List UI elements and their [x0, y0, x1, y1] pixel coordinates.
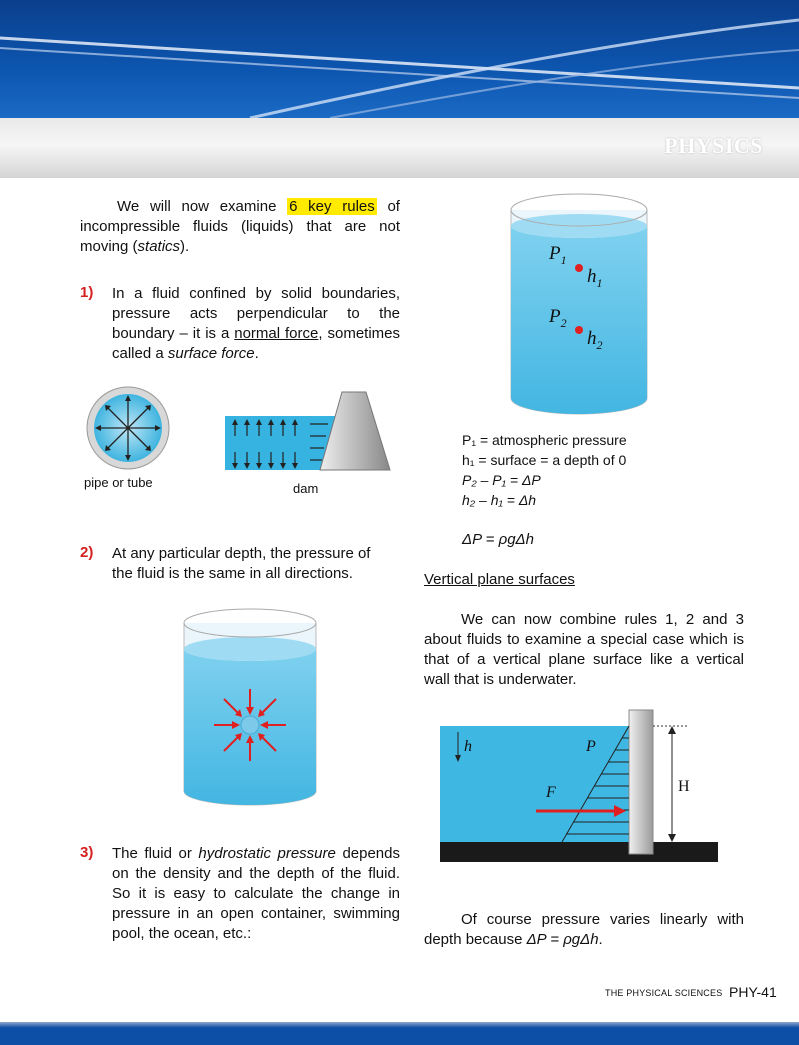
label-p1: $P_1$	[549, 243, 567, 267]
label-h-height: H	[678, 778, 690, 795]
wall-pressure-diagram	[440, 708, 720, 868]
label-f-force: F	[546, 784, 556, 801]
highlight-key-rules: 6 key rules	[289, 198, 375, 215]
intro-text-end: ).	[180, 238, 190, 255]
rule-3-text-b: depends on the density and the depth of the fluid. So it is easy to calculate the change in pressure in an open container, swimming pool, the ocean, etc.:	[112, 845, 400, 942]
equation-dh: h₂ – h₁ = Δh	[462, 492, 537, 508]
footer-book-title: THE PHYSICAL SCIENCES	[605, 988, 723, 998]
rule-3-text-a: The fluid or	[112, 845, 199, 862]
dam-label: dam	[293, 481, 319, 496]
pipe-label: pipe or tube	[84, 475, 153, 490]
beaker-illustration	[180, 603, 320, 813]
statics-term: statics	[137, 238, 181, 255]
label-p2: $P_2$	[549, 306, 567, 330]
label-h1: $h_1$	[587, 266, 603, 290]
intro-text: We will now examine	[117, 198, 288, 215]
equation-dp: P₂ – P₁ = ΔP	[462, 472, 541, 488]
footer-bar	[0, 1022, 799, 1045]
hydrostatic-pressure-term: hydrostatic pressure	[198, 845, 336, 862]
rule-2-number: 2)	[80, 544, 94, 561]
intro-paragraph	[80, 197, 400, 257]
vertical-paragraph: We can now combine rules 1, 2 and 3 about fluids to examine a special case which is that of a vertical plane surface like a vertical wall that is underwater.	[424, 611, 744, 688]
surface-force-term: surface force	[167, 345, 255, 362]
banner-swoosh	[0, 0, 799, 118]
normal-force-term: normal force	[234, 325, 319, 342]
container-p1-p2	[505, 188, 653, 423]
rule-1-text-b: , sometimes called a	[112, 325, 400, 362]
rule-3-text	[112, 844, 400, 944]
equations-block	[462, 430, 627, 510]
label-h2: $h_2$	[587, 328, 603, 352]
equation-p1: P₁ = atmospheric pressure	[462, 432, 627, 448]
rule-1-number: 1)	[80, 284, 94, 301]
footer-page-number: PHY-41	[729, 984, 777, 1000]
closing-equation: ΔP = ρgΔh	[526, 931, 599, 948]
closing-text-b: .	[598, 931, 603, 948]
beaker-p1-p2-illustration	[505, 188, 653, 423]
equation-h1: h₁ = surface = a depth of 0	[462, 452, 627, 468]
label-p1-sub: 1	[560, 252, 567, 267]
vertical-heading: Vertical plane surfaces	[424, 571, 575, 588]
main-equation: ΔP = ρgΔh	[462, 531, 534, 548]
label-h-depth: h	[464, 738, 472, 755]
rule-3-number: 3)	[80, 844, 94, 861]
rule-2-text: At any particular depth, the pressure of the fluid is the same in all directions.	[112, 545, 371, 582]
label-h2-sub: 2	[596, 337, 603, 352]
rule-1-text	[112, 284, 400, 364]
section-title: PHYSICS	[664, 133, 763, 158]
header-banner	[0, 0, 799, 118]
closing-text-a: Of course pressure varies linearly with depth because	[424, 911, 744, 948]
label-h1-sub: 1	[596, 275, 603, 290]
point-2-marker	[575, 326, 583, 334]
point-1-marker	[575, 264, 583, 272]
container-all-directions	[180, 603, 320, 813]
intro-text-2: of incompressible fluids (liquids) that are not moving (	[80, 198, 400, 255]
label-p2-sub: 2	[560, 315, 567, 330]
rule-1-text-c: .	[254, 345, 259, 362]
closing-paragraph	[424, 910, 744, 950]
rule-1-text-a: In a fluid confined by solid boundaries, pressure acts perpendicular to the boundary – it is a	[112, 285, 400, 342]
label-p-pressure: P	[586, 738, 596, 755]
